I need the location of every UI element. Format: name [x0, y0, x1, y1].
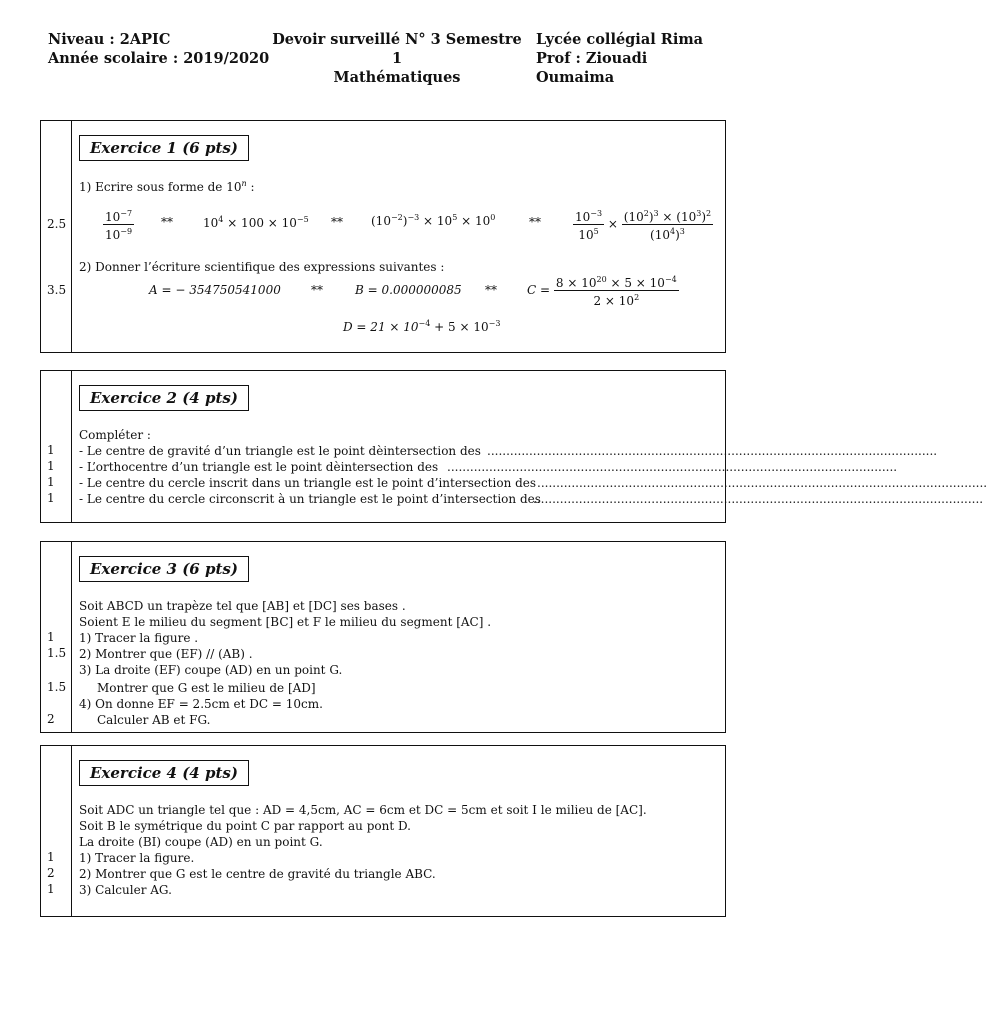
header-right [536, 30, 728, 87]
points-value: 2 [47, 866, 55, 880]
separator: ** [485, 283, 497, 297]
points-gutter-divider [71, 746, 72, 916]
statement-line: Soit ADC un triangle tel que : AD = 4,5cm, AC = 6cm et DC = 5cm et soit I le milieu de [AC]. [79, 803, 647, 817]
exercise-4-box [40, 745, 726, 917]
question-line: 3) La droite (EF) coupe (AD) en un point G. [79, 663, 343, 677]
subject-label: Mathématiques [333, 69, 461, 86]
page-header [48, 30, 728, 86]
exam-title: Devoir surveillé N° 3 Semestre 1 [272, 31, 522, 67]
points-value: 2 [47, 712, 55, 726]
school-year-label: Année scolaire : 2019/2020 [48, 50, 270, 67]
exercise-2-title: Exercice 2 (4 pts) [79, 385, 249, 411]
school-name: Lycée collégial Rima [536, 31, 704, 48]
fill-in-item: - Le centre de gravité d’un triangle est le point dèintersection des [79, 444, 481, 458]
statement-line: Soit ABCD un trapèze tel que [AB] et [DC] ses bases . [79, 599, 406, 613]
question-line: 1) Tracer la figure. [79, 851, 195, 865]
fill-in-item: - Le centre du cercle circonscrit à un triangle est le point d’intersection des [79, 492, 541, 506]
exercise-2-box [40, 370, 987, 523]
fill-in-item: - L’orthocentre d’un triangle est le point dèintersection des [79, 460, 439, 474]
header-left [48, 30, 269, 68]
points-value: 1 [47, 443, 55, 457]
expression-D: $D = 21 \times 10^{-4} + 5 \times 10^{-3}$ [343, 319, 501, 334]
points-gutter-divider [71, 542, 72, 732]
expression-C: C = $\frac{8 \times 10^{20} \times 5 \times 10^{-4}}{2 \times 10^2}$ [527, 275, 677, 308]
question-line: 2) Montrer que (EF) // (AB) . [79, 647, 253, 661]
expression-3: $(10^{-2})^{-3} \times 10^5 \times 10^0$ [371, 213, 496, 228]
exercise-3-title: Exercice 3 (6 pts) [79, 556, 249, 582]
points-value: 1.5 [47, 646, 67, 660]
question-line: 3) Calculer AG. [79, 883, 172, 897]
fill-in-blank[interactable]: ...................................................................................................................... [533, 492, 984, 506]
points-value: 3.5 [47, 283, 67, 297]
exercise-3-box [40, 541, 726, 733]
question-line: Montrer que G est le milieu de [AD] [97, 681, 316, 695]
question-line: 4) On donne EF = 2.5cm et DC = 10cm. [79, 697, 323, 711]
exercise-4-title: Exercice 4 (4 pts) [79, 760, 249, 786]
separator: ** [529, 215, 541, 229]
fill-in-blank[interactable]: ...................................................................................................................... [487, 444, 938, 458]
level-label: Niveau : 2APIC [48, 31, 171, 48]
points-gutter-divider [71, 371, 72, 522]
exercise-2-body [79, 371, 987, 522]
header-center [272, 30, 522, 87]
expression-4: $\frac{10^{-3}}{10^5}$ × $\frac{(10^2)^3 \times (10^3)^2}{(10^4)^3}$ [575, 209, 712, 242]
exercise-1-body [79, 121, 719, 352]
teacher-name: Prof : Ziouadi Oumaima [536, 50, 648, 86]
points-value: 1 [47, 459, 55, 473]
question-2-text: 2) Donner l’écriture scientifique des expressions suivantes : [79, 260, 445, 274]
expression-B: B = 0.000000085 [355, 283, 462, 297]
expression-A: A = − 354750541000 [149, 283, 281, 297]
exercise-1-title: Exercice 1 (6 pts) [79, 135, 249, 161]
points-value: 1 [47, 491, 55, 505]
fill-in-blank[interactable]: ...................................................................................................................... [447, 460, 898, 474]
fill-in-item: - Le centre du cercle inscrit dans un triangle est le point d’intersection des [79, 476, 537, 490]
question-line: 2) Montrer que G est le centre de gravité du triangle ABC. [79, 867, 436, 881]
points-gutter-divider [71, 121, 72, 352]
points-value: 1 [47, 882, 55, 896]
points-value: 1 [47, 630, 55, 644]
points-value: 1 [47, 475, 55, 489]
separator: ** [331, 215, 343, 229]
separator: ** [311, 283, 323, 297]
instruction-text: Compléter : [79, 428, 151, 442]
exercise-4-body [79, 746, 719, 916]
fill-in-blank[interactable]: ...................................................................................................................... [537, 476, 987, 490]
question-line: 1) Tracer la figure . [79, 631, 199, 645]
statement-line: Soit B le symétrique du point C par rapport au pont D. [79, 819, 411, 833]
expression-1: $\frac{10^{-7}}{10^{-9}}$ [105, 209, 133, 242]
expression-2: $10^4 \times 100 \times 10^{-5}$ [203, 215, 309, 230]
question-line: Calculer AB et FG. [97, 713, 211, 727]
exercise-3-body [79, 542, 719, 732]
statement-line: La droite (BI) coupe (AD) en un point G. [79, 835, 323, 849]
points-value: 1 [47, 850, 55, 864]
separator: ** [161, 215, 173, 229]
statement-line: Soient E le milieu du segment [BC] et F le milieu du segment [AC] . [79, 615, 492, 629]
question-1-text: 1) Ecrire sous forme de 10$^n$ : [79, 179, 255, 194]
exercise-1-box [40, 120, 726, 353]
points-value: 1.5 [47, 680, 67, 694]
points-value: 2.5 [47, 217, 67, 231]
